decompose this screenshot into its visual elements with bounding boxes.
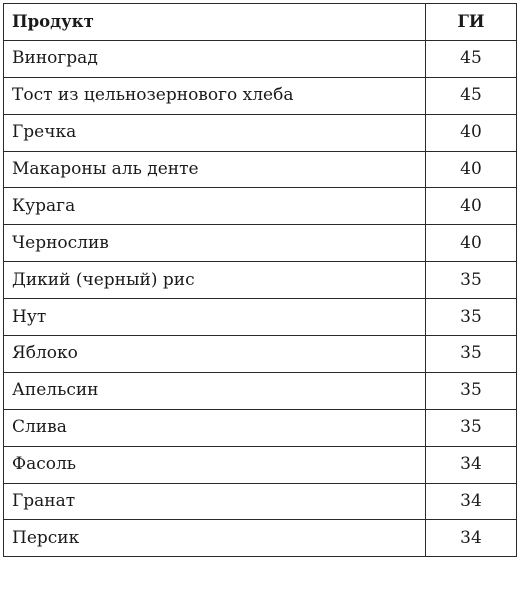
gi-cell: 45 [426,77,517,114]
product-cell: Макароны аль денте [4,151,426,188]
table-header [4,4,517,41]
table-row [4,372,517,409]
product-cell: Слива [4,409,426,446]
product-cell: Курага [4,188,426,225]
gi-cell: 34 [426,483,517,520]
gi-cell: 35 [426,299,517,336]
gi-cell: 45 [426,40,517,77]
gi-cell: 40 [426,225,517,262]
gi-cell: 35 [426,336,517,373]
product-cell: Яблоко [4,336,426,373]
table-row [4,225,517,262]
gi-cell: 35 [426,409,517,446]
gi-cell: 40 [426,188,517,225]
header-row [4,4,517,41]
table-row [4,262,517,299]
gi-cell: 34 [426,446,517,483]
table-row [4,409,517,446]
gi-cell: 40 [426,151,517,188]
product-cell: Гречка [4,114,426,151]
product-cell: Тост из цельнозернового хлеба [4,77,426,114]
table-row [4,483,517,520]
table-row [4,520,517,557]
table-row [4,40,517,77]
table-body [4,40,517,556]
product-cell: Апельсин [4,372,426,409]
header-product: Продукт [4,4,426,41]
product-cell: Дикий (черный) рис [4,262,426,299]
table-row [4,188,517,225]
product-cell: Персик [4,520,426,557]
gi-cell: 40 [426,114,517,151]
product-cell: Виноград [4,40,426,77]
product-cell: Фасоль [4,446,426,483]
gi-cell: 35 [426,262,517,299]
product-cell: Нут [4,299,426,336]
table-row [4,446,517,483]
table-row [4,299,517,336]
gi-cell: 34 [426,520,517,557]
glycemic-index-table [3,3,517,557]
header-gi: ГИ [426,4,517,41]
table-row [4,77,517,114]
product-cell: Гранат [4,483,426,520]
table-row [4,114,517,151]
product-cell: Чернослив [4,225,426,262]
table-row [4,151,517,188]
table-row [4,336,517,373]
gi-cell: 35 [426,372,517,409]
